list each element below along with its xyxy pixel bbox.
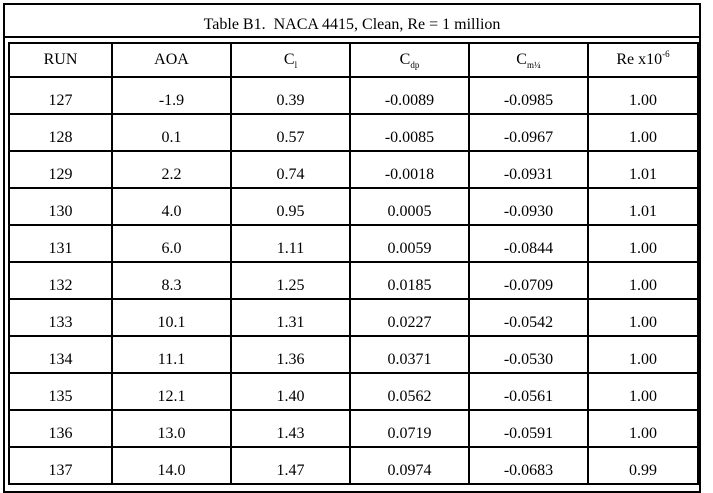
cell-run: 128 [9, 114, 112, 151]
cell-aoa: 4.0 [112, 188, 231, 225]
header-aoa: AOA [112, 43, 231, 77]
cell-cm: -0.0985 [469, 77, 588, 114]
cell-cm: -0.0967 [469, 114, 588, 151]
cell-cl: 0.95 [231, 188, 350, 225]
cell-cm: -0.0542 [469, 299, 588, 336]
header-re-label: Re x10 [616, 51, 663, 68]
cell-run: 129 [9, 151, 112, 188]
cell-cl: 1.36 [231, 336, 350, 373]
cell-re: 0.99 [588, 447, 698, 484]
data-table [8, 42, 699, 485]
header-re [588, 43, 698, 77]
cell-run: 133 [9, 299, 112, 336]
header-run: RUN [9, 43, 112, 77]
table-row [9, 262, 698, 299]
table-row [9, 447, 698, 484]
cell-cdp: 0.0719 [350, 410, 469, 447]
table-title: Table B1. NACA 4415, Clean, Re = 1 million [5, 5, 699, 38]
header-cm [469, 43, 588, 77]
cell-cm: -0.0591 [469, 410, 588, 447]
cell-cdp: 0.0059 [350, 225, 469, 262]
cell-re: 1.00 [588, 114, 698, 151]
cell-aoa: 8.3 [112, 262, 231, 299]
cell-cl: 0.57 [231, 114, 350, 151]
table-row [9, 188, 698, 225]
cell-aoa: 13.0 [112, 410, 231, 447]
cell-re: 1.00 [588, 336, 698, 373]
cell-aoa: 11.1 [112, 336, 231, 373]
table-row [9, 410, 698, 447]
cell-aoa: 2.2 [112, 151, 231, 188]
cell-cl: 1.40 [231, 373, 350, 410]
cell-re: 1.00 [588, 410, 698, 447]
cell-aoa: -1.9 [112, 77, 231, 114]
cell-cl: 1.43 [231, 410, 350, 447]
header-cdp-subscript: dp [410, 60, 420, 70]
table-row [9, 77, 698, 114]
cell-cdp: 0.0185 [350, 262, 469, 299]
cell-cl: 1.31 [231, 299, 350, 336]
header-cdp-symbol: C [399, 51, 411, 68]
header-cdp [350, 43, 469, 77]
cell-cl: 1.47 [231, 447, 350, 484]
cell-cm: -0.0561 [469, 373, 588, 410]
header-cl [231, 43, 350, 77]
cell-cm: -0.0683 [469, 447, 588, 484]
cell-aoa: 0.1 [112, 114, 231, 151]
header-cm-symbol: C [516, 51, 527, 68]
cell-run: 130 [9, 188, 112, 225]
cell-run: 134 [9, 336, 112, 373]
cell-cl: 0.39 [231, 77, 350, 114]
table-row [9, 299, 698, 336]
cell-run: 132 [9, 262, 112, 299]
cell-run: 137 [9, 447, 112, 484]
table-row [9, 114, 698, 151]
cell-cl: 1.25 [231, 262, 350, 299]
header-cl-symbol: C [283, 51, 295, 68]
header-cl-subscript: l [294, 60, 298, 70]
table-row [9, 373, 698, 410]
cell-aoa: 12.1 [112, 373, 231, 410]
cell-run: 135 [9, 373, 112, 410]
cell-re: 1.01 [588, 151, 698, 188]
cell-cdp: -0.0085 [350, 114, 469, 151]
cell-cl: 1.11 [231, 225, 350, 262]
cell-cdp: 0.0974 [350, 447, 469, 484]
cell-cdp: 0.0227 [350, 299, 469, 336]
cell-re: 1.01 [588, 188, 698, 225]
cell-cm: -0.0530 [469, 336, 588, 373]
cell-re: 1.00 [588, 262, 698, 299]
table-row [9, 225, 698, 262]
cell-aoa: 10.1 [112, 299, 231, 336]
cell-run: 127 [9, 77, 112, 114]
cell-cm: -0.0709 [469, 262, 588, 299]
table-row [9, 336, 698, 373]
cell-re: 1.00 [588, 225, 698, 262]
cell-cm: -0.0930 [469, 188, 588, 225]
cell-aoa: 14.0 [112, 447, 231, 484]
cell-run: 136 [9, 410, 112, 447]
header-row [9, 43, 698, 77]
cell-cdp: -0.0018 [350, 151, 469, 188]
header-cm-subscript: m¼ [526, 60, 541, 70]
cell-cm: -0.0844 [469, 225, 588, 262]
cell-re: 1.00 [588, 77, 698, 114]
cell-cdp: -0.0089 [350, 77, 469, 114]
table-row [9, 151, 698, 188]
cell-cdp: 0.0371 [350, 336, 469, 373]
cell-aoa: 6.0 [112, 225, 231, 262]
cell-re: 1.00 [588, 373, 698, 410]
header-re-exponent: -6 [662, 49, 670, 59]
cell-re: 1.00 [588, 299, 698, 336]
cell-cl: 0.74 [231, 151, 350, 188]
cell-run: 131 [9, 225, 112, 262]
cell-cdp: 0.0005 [350, 188, 469, 225]
cell-cdp: 0.0562 [350, 373, 469, 410]
cell-cm: -0.0931 [469, 151, 588, 188]
